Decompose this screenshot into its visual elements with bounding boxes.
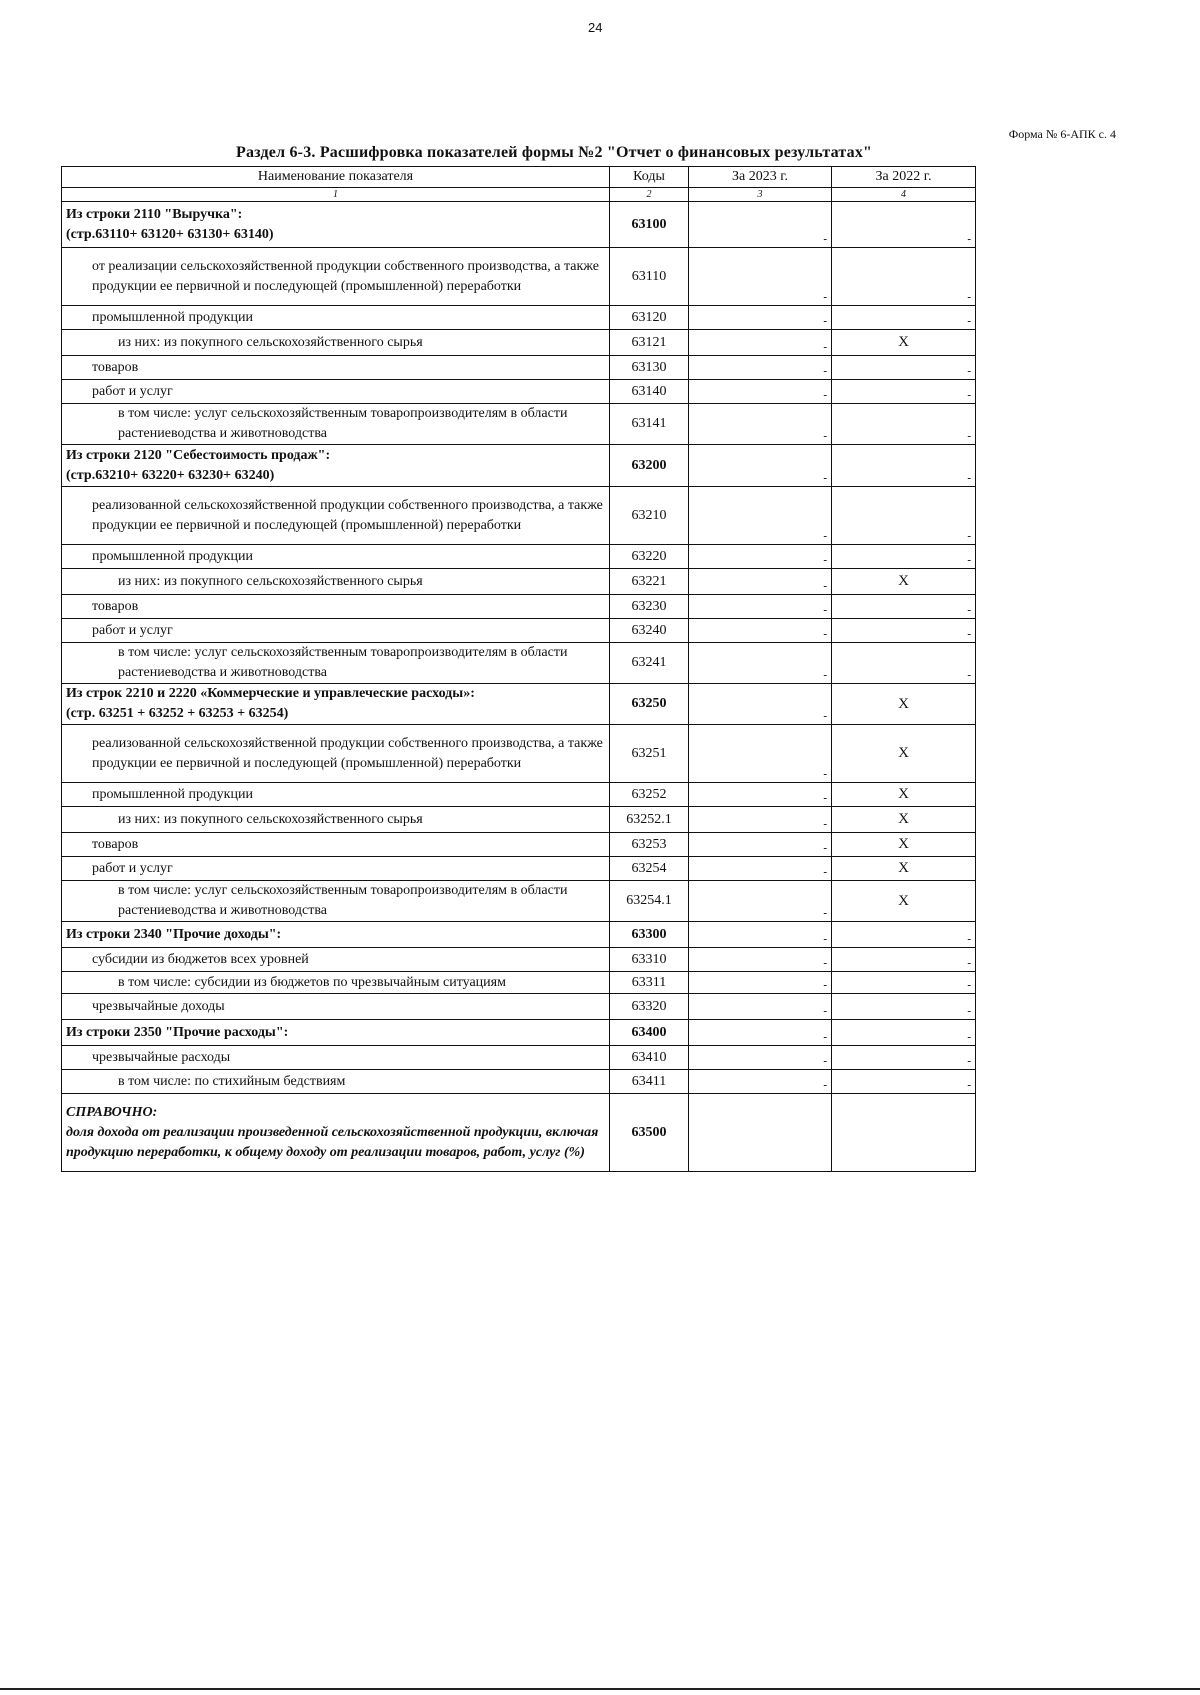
not-applicable-mark: X — [898, 334, 909, 350]
value-2023-cell — [689, 1020, 832, 1046]
not-applicable-mark: X — [898, 573, 909, 589]
table-row — [62, 619, 976, 643]
table-row — [62, 306, 976, 330]
empty-value-dash: - — [967, 530, 971, 542]
indicator-code: 63251 — [610, 725, 689, 783]
not-applicable-mark: X — [898, 836, 909, 852]
page-bottom-rule — [0, 1688, 1200, 1690]
table-row — [62, 783, 976, 807]
indicator-name: товаров — [62, 595, 610, 619]
empty-value-dash: - — [823, 957, 827, 969]
column-header-name: Наименование показателя — [62, 167, 610, 188]
indicator-code: 63253 — [610, 833, 689, 857]
not-applicable-mark: X — [898, 860, 909, 876]
value-2023-cell — [689, 306, 832, 330]
indicator-name: из них: из покупного сельскохозяйственного сырья — [62, 330, 610, 356]
value-2023-cell — [689, 569, 832, 595]
empty-value-dash: - — [823, 233, 827, 245]
table-row — [62, 1046, 976, 1070]
indicator-code: 63241 — [610, 643, 689, 684]
indicator-code: 63140 — [610, 380, 689, 404]
indicator-name: Из строки 2110 "Выручка": (стр.63110+ 63120+ 63130+ 63140) — [62, 202, 610, 248]
value-2023-cell — [689, 994, 832, 1020]
value-2023-cell — [689, 1046, 832, 1070]
indicator-name: Из строк 2210 и 2220 «Коммерческие и управлеческие расходы»: (стр. 63251 + 63252 + 63253 + 63254) — [62, 684, 610, 725]
empty-value-dash: - — [823, 1031, 827, 1043]
table-row — [62, 202, 976, 248]
indicator-code: 63100 — [610, 202, 689, 248]
indicator-code: 63120 — [610, 306, 689, 330]
indicator-name: промышленной продукции — [62, 306, 610, 330]
empty-value-dash: - — [823, 554, 827, 566]
indicator-name: в том числе: услуг сельскохозяйственным товаропроизводителям в области растениеводства и животноводства — [62, 643, 610, 684]
value-2023-cell — [689, 487, 832, 545]
table-row — [62, 356, 976, 380]
empty-value-dash: - — [967, 1031, 971, 1043]
column-header-2023: За 2023 г. — [689, 167, 832, 188]
indicator-code: 63141 — [610, 404, 689, 445]
indicator-code: 63300 — [610, 922, 689, 948]
value-2023-cell — [689, 1070, 832, 1094]
indicator-code: 63110 — [610, 248, 689, 306]
indicator-code: 63500 — [610, 1094, 689, 1172]
indicator-name: работ и услуг — [62, 619, 610, 643]
empty-value-dash: - — [823, 842, 827, 854]
page-number: 24 — [588, 20, 603, 35]
value-2023-cell — [689, 833, 832, 857]
empty-value-dash: - — [823, 768, 827, 780]
section-title: Раздел 6-3. Расшифровка показателей формы №2 "Отчет о финансовых результатах" — [236, 144, 873, 161]
value-2022-cell — [832, 881, 976, 922]
empty-value-dash: - — [823, 628, 827, 640]
value-2023-cell — [689, 1094, 832, 1172]
empty-value-dash: - — [967, 933, 971, 945]
value-2023-cell — [689, 380, 832, 404]
indicator-code: 63240 — [610, 619, 689, 643]
table-row — [62, 1020, 976, 1046]
value-2022-cell — [832, 972, 976, 994]
indicator-code: 63230 — [610, 595, 689, 619]
value-2022-cell — [832, 994, 976, 1020]
table-row — [62, 1094, 976, 1172]
table-row — [62, 487, 976, 545]
value-2022-cell — [832, 545, 976, 569]
value-2022-cell — [832, 922, 976, 948]
empty-value-dash: - — [823, 580, 827, 592]
indicator-code: 63121 — [610, 330, 689, 356]
indicator-code: 63320 — [610, 994, 689, 1020]
not-applicable-mark: X — [898, 695, 909, 712]
indicator-name: реализованной сельскохозяйственной продукции собственного производства, а также продукции ее первичной и последующей (промышленной) переработки — [62, 487, 610, 545]
value-2022-cell — [832, 569, 976, 595]
indicator-name: чрезвычайные расходы — [62, 1046, 610, 1070]
empty-value-dash: - — [967, 315, 971, 327]
empty-value-dash: - — [967, 1005, 971, 1017]
value-2023-cell — [689, 330, 832, 356]
indicator-name: субсидии из бюджетов всех уровней — [62, 948, 610, 972]
value-2022-cell — [832, 1046, 976, 1070]
value-2023-cell — [689, 445, 832, 487]
value-2023-cell — [689, 545, 832, 569]
value-2022-cell — [832, 445, 976, 487]
empty-value-dash: - — [967, 1055, 971, 1067]
value-2022-cell — [832, 595, 976, 619]
value-2023-cell — [689, 202, 832, 248]
indicator-name: в том числе: субсидии из бюджетов по чрезвычайным ситуациям — [62, 972, 610, 994]
empty-value-dash: - — [823, 1079, 827, 1091]
empty-value-dash: - — [967, 1079, 971, 1091]
table-row — [62, 248, 976, 306]
form-identifier: Форма № 6-АПК с. 4 — [1008, 127, 1116, 141]
value-2022-cell — [832, 948, 976, 972]
indicator-name: в том числе: услуг сельскохозяйственным товаропроизводителям в области растениеводства и животноводства — [62, 881, 610, 922]
indicator-code: 63411 — [610, 1070, 689, 1094]
empty-value-dash: - — [967, 628, 971, 640]
empty-value-dash: - — [823, 430, 827, 442]
indicator-name: товаров — [62, 833, 610, 857]
value-2022-cell — [832, 725, 976, 783]
indicator-code: 63410 — [610, 1046, 689, 1070]
empty-value-dash: - — [823, 530, 827, 542]
indicator-name: Из строки 2120 "Себестоимость продаж": (стр.63210+ 63220+ 63230+ 63240) — [62, 445, 610, 487]
empty-value-dash: - — [823, 604, 827, 616]
not-applicable-mark: X — [898, 811, 909, 827]
empty-value-dash: - — [967, 365, 971, 377]
value-2022-cell — [832, 857, 976, 881]
indicator-name: СПРАВОЧНО: доля дохода от реализации произведенной сельскохозяйственной продукции, включая продукцию переработки, к общему доходу от реализации товаров, работ, услуг (%) — [62, 1094, 610, 1172]
indicator-code: 63310 — [610, 948, 689, 972]
table-row — [62, 569, 976, 595]
value-2022-cell — [832, 684, 976, 725]
value-2023-cell — [689, 725, 832, 783]
indicator-name: промышленной продукции — [62, 545, 610, 569]
column-number: 3 — [689, 188, 832, 202]
indicator-code: 63200 — [610, 445, 689, 487]
empty-value-dash: - — [967, 554, 971, 566]
column-header-2022: За 2022 г. — [832, 167, 976, 188]
empty-value-dash: - — [823, 291, 827, 303]
value-2023-cell — [689, 595, 832, 619]
indicator-name: чрезвычайные доходы — [62, 994, 610, 1020]
header-row — [62, 167, 976, 188]
column-number: 1 — [62, 188, 610, 202]
indicator-name: работ и услуг — [62, 857, 610, 881]
value-2023-cell — [689, 881, 832, 922]
indicator-name: из них: из покупного сельскохозяйственного сырья — [62, 807, 610, 833]
value-2022-cell — [832, 807, 976, 833]
indicator-code: 63130 — [610, 356, 689, 380]
empty-value-dash: - — [967, 233, 971, 245]
value-2022-cell — [832, 783, 976, 807]
not-applicable-mark: X — [898, 745, 909, 761]
indicator-name: в том числе: услуг сельскохозяйственным товаропроизводителям в области растениеводства и животноводства — [62, 404, 610, 445]
value-2022-cell — [832, 330, 976, 356]
value-2023-cell — [689, 619, 832, 643]
table-row — [62, 972, 976, 994]
empty-value-dash: - — [823, 866, 827, 878]
indicator-code: 63210 — [610, 487, 689, 545]
empty-value-dash: - — [823, 979, 827, 991]
table-row — [62, 330, 976, 356]
table-row — [62, 404, 976, 445]
empty-value-dash: - — [823, 710, 827, 722]
value-2023-cell — [689, 643, 832, 684]
indicator-name: реализованной сельскохозяйственной продукции собственного производства, а также продукции ее первичной и последующей (промышленной) переработки — [62, 725, 610, 783]
value-2022-cell — [832, 643, 976, 684]
empty-value-dash: - — [967, 604, 971, 616]
value-2023-cell — [689, 948, 832, 972]
empty-value-dash: - — [823, 1055, 827, 1067]
table-row — [62, 833, 976, 857]
empty-value-dash: - — [967, 291, 971, 303]
indicator-name: Из строки 2350 "Прочие расходы": — [62, 1020, 610, 1046]
not-applicable-mark: X — [898, 892, 909, 909]
indicator-name: промышленной продукции — [62, 783, 610, 807]
empty-value-dash: - — [823, 933, 827, 945]
table-row — [62, 445, 976, 487]
column-number-row — [62, 188, 976, 202]
empty-value-dash: - — [823, 792, 827, 804]
empty-value-dash: - — [967, 430, 971, 442]
value-2023-cell — [689, 404, 832, 445]
value-2022-cell — [832, 1020, 976, 1046]
value-2022-cell — [832, 1070, 976, 1094]
indicator-code: 63221 — [610, 569, 689, 595]
value-2023-cell — [689, 972, 832, 994]
value-2023-cell — [689, 783, 832, 807]
indicator-code: 63252.1 — [610, 807, 689, 833]
table-row — [62, 380, 976, 404]
table-row — [62, 725, 976, 783]
value-2023-cell — [689, 922, 832, 948]
empty-value-dash: - — [823, 389, 827, 401]
table-row — [62, 881, 976, 922]
empty-value-dash: - — [823, 818, 827, 830]
value-2022-cell — [832, 487, 976, 545]
empty-value-dash: - — [823, 472, 827, 484]
table-row — [62, 807, 976, 833]
indicator-code: 63311 — [610, 972, 689, 994]
empty-value-dash: - — [967, 472, 971, 484]
value-2022-cell — [832, 248, 976, 306]
value-2022-cell — [832, 404, 976, 445]
empty-value-dash: - — [967, 389, 971, 401]
value-2023-cell — [689, 684, 832, 725]
table-row — [62, 684, 976, 725]
empty-value-dash: - — [823, 669, 827, 681]
indicator-code: 63254.1 — [610, 881, 689, 922]
table-row — [62, 857, 976, 881]
indicator-name: от реализации сельскохозяйственной продукции собственного производства, а также продукции ее первичной и последующей (промышленной) переработки — [62, 248, 610, 306]
value-2023-cell — [689, 356, 832, 380]
value-2023-cell — [689, 857, 832, 881]
indicator-code: 63220 — [610, 545, 689, 569]
value-2023-cell — [689, 807, 832, 833]
indicator-name: Из строки 2340 "Прочие доходы": — [62, 922, 610, 948]
indicators-table — [61, 166, 976, 1172]
indicator-name: в том числе: по стихийным бедствиям — [62, 1070, 610, 1094]
indicator-code: 63400 — [610, 1020, 689, 1046]
column-number: 4 — [832, 188, 976, 202]
table-row — [62, 994, 976, 1020]
column-number: 2 — [610, 188, 689, 202]
empty-value-dash: - — [823, 907, 827, 919]
not-applicable-mark: X — [898, 786, 909, 802]
empty-value-dash: - — [823, 315, 827, 327]
column-header-code: Коды — [610, 167, 689, 188]
value-2022-cell — [832, 380, 976, 404]
value-2022-cell — [832, 1094, 976, 1172]
empty-value-dash: - — [967, 669, 971, 681]
indicator-code: 63252 — [610, 783, 689, 807]
value-2023-cell — [689, 248, 832, 306]
empty-value-dash: - — [823, 1005, 827, 1017]
value-2022-cell — [832, 306, 976, 330]
value-2022-cell — [832, 833, 976, 857]
indicator-code: 63254 — [610, 857, 689, 881]
indicator-name: из них: из покупного сельскохозяйственного сырья — [62, 569, 610, 595]
table-row — [62, 922, 976, 948]
table-row — [62, 545, 976, 569]
empty-value-dash: - — [823, 341, 827, 353]
table-row — [62, 1070, 976, 1094]
value-2022-cell — [832, 619, 976, 643]
value-2022-cell — [832, 356, 976, 380]
table-row — [62, 643, 976, 684]
value-2022-cell — [832, 202, 976, 248]
indicator-name: товаров — [62, 356, 610, 380]
empty-value-dash: - — [967, 957, 971, 969]
indicator-name: работ и услуг — [62, 380, 610, 404]
table-row — [62, 948, 976, 972]
indicator-code: 63250 — [610, 684, 689, 725]
empty-value-dash: - — [967, 979, 971, 991]
table-row — [62, 595, 976, 619]
empty-value-dash: - — [823, 365, 827, 377]
